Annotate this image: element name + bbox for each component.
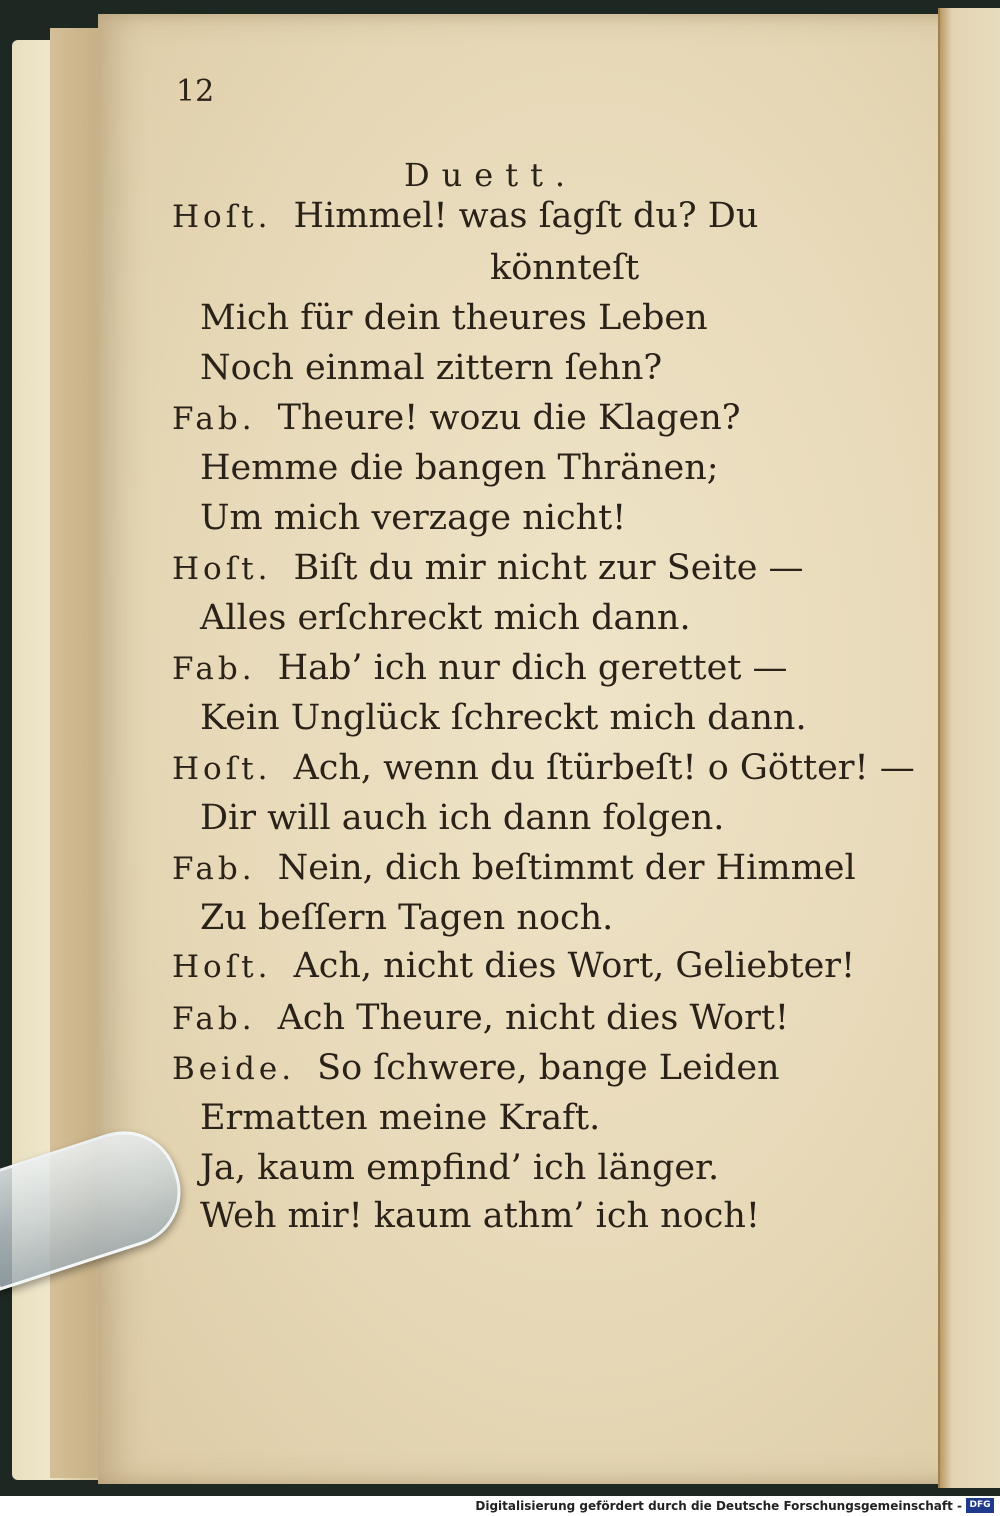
verse-line — [172, 196, 758, 242]
verse-line — [172, 848, 856, 894]
speaker-name: Hoſt. — [172, 751, 272, 787]
verse-line — [172, 1048, 780, 1094]
verse-line-text: Kein Unglück ſchreckt mich dann. — [200, 698, 807, 738]
verse-line — [200, 1196, 760, 1242]
verse-line — [200, 898, 613, 944]
speaker-name: Fab. — [172, 1001, 256, 1037]
verse-line — [172, 648, 788, 694]
verse-line — [200, 598, 691, 644]
verse-line-text: Weh mir! kaum athm’ ich noch! — [200, 1196, 760, 1236]
dfg-logo: DFG — [966, 1498, 994, 1513]
verse-line-text: Ach, wenn du ſtürbeſt! o Götter! — — [293, 748, 915, 788]
verse-line — [172, 398, 741, 444]
verse-line-text: So ſchwere, bange Leiden — [317, 1048, 780, 1088]
verse-line-text: Um mich verzage nicht! — [200, 498, 627, 538]
speaker-name: Fab. — [172, 401, 256, 437]
verse-line-text: Alles erſchreckt mich dann. — [200, 598, 691, 638]
speaker-name: Fab. — [172, 851, 256, 887]
verse-line — [172, 548, 804, 594]
verse-line-text: Theure! wozu die Klagen? — [277, 398, 741, 438]
speaker-name: Hoſt. — [172, 551, 272, 587]
verse-line-text: Dir will auch ich dann folgen. — [200, 798, 725, 838]
verse-line — [200, 298, 708, 344]
verse-line-text: Biſt du mir nicht zur Seite — — [293, 548, 804, 588]
verse-line — [490, 248, 639, 294]
verse-line — [172, 748, 915, 794]
verse-line — [200, 798, 724, 844]
verse-line-text: Ja, kaum empfind’ ich länger. — [200, 1148, 720, 1188]
section-heading: Duett. — [404, 156, 578, 194]
verse-line — [172, 998, 789, 1044]
verse-line — [200, 698, 807, 744]
verse-line-text: Ermatten meine Kraft. — [200, 1098, 601, 1138]
verse-line — [200, 448, 719, 494]
verse-line-text: Zu beſſern Tagen noch. — [200, 898, 614, 938]
footer-bar — [0, 1496, 1000, 1516]
verse-line — [200, 498, 626, 544]
funding-credit: Digitalisierung gefördert durch die Deutsche Forschungsgemeinschaft - — [475, 1499, 962, 1513]
verse-line-text: Hab’ ich nur dich gerettet — — [277, 648, 788, 688]
verse-line — [172, 946, 855, 992]
verse-line-text: Nein, dich beſtimmt der Himmel — [277, 848, 856, 888]
facing-page-edge — [938, 8, 1000, 1488]
verse-line-text: Himmel! was ſagſt du? Du — [293, 196, 759, 236]
speaker-name: Hoſt. — [172, 949, 272, 985]
verse-line-text: könnteſt — [490, 248, 640, 288]
page-number: 12 — [176, 74, 215, 109]
verse-line — [200, 1148, 719, 1194]
verse-line-text: Ach Theure, nicht dies Wort! — [277, 998, 789, 1038]
verse-line-text: Noch einmal zittern ſehn? — [200, 348, 663, 388]
verse-line-text: Mich für dein theures Leben — [200, 298, 708, 338]
verse-line — [200, 348, 662, 394]
verse-line-text: Ach, nicht dies Wort, Geliebter! — [293, 946, 856, 986]
verse-line — [200, 1098, 600, 1144]
verse-line-text: Hemme die bangen Thränen; — [200, 448, 719, 488]
speaker-name: Beide. — [172, 1051, 296, 1087]
speaker-name: Fab. — [172, 651, 256, 687]
speaker-name: Hoſt. — [172, 199, 272, 235]
